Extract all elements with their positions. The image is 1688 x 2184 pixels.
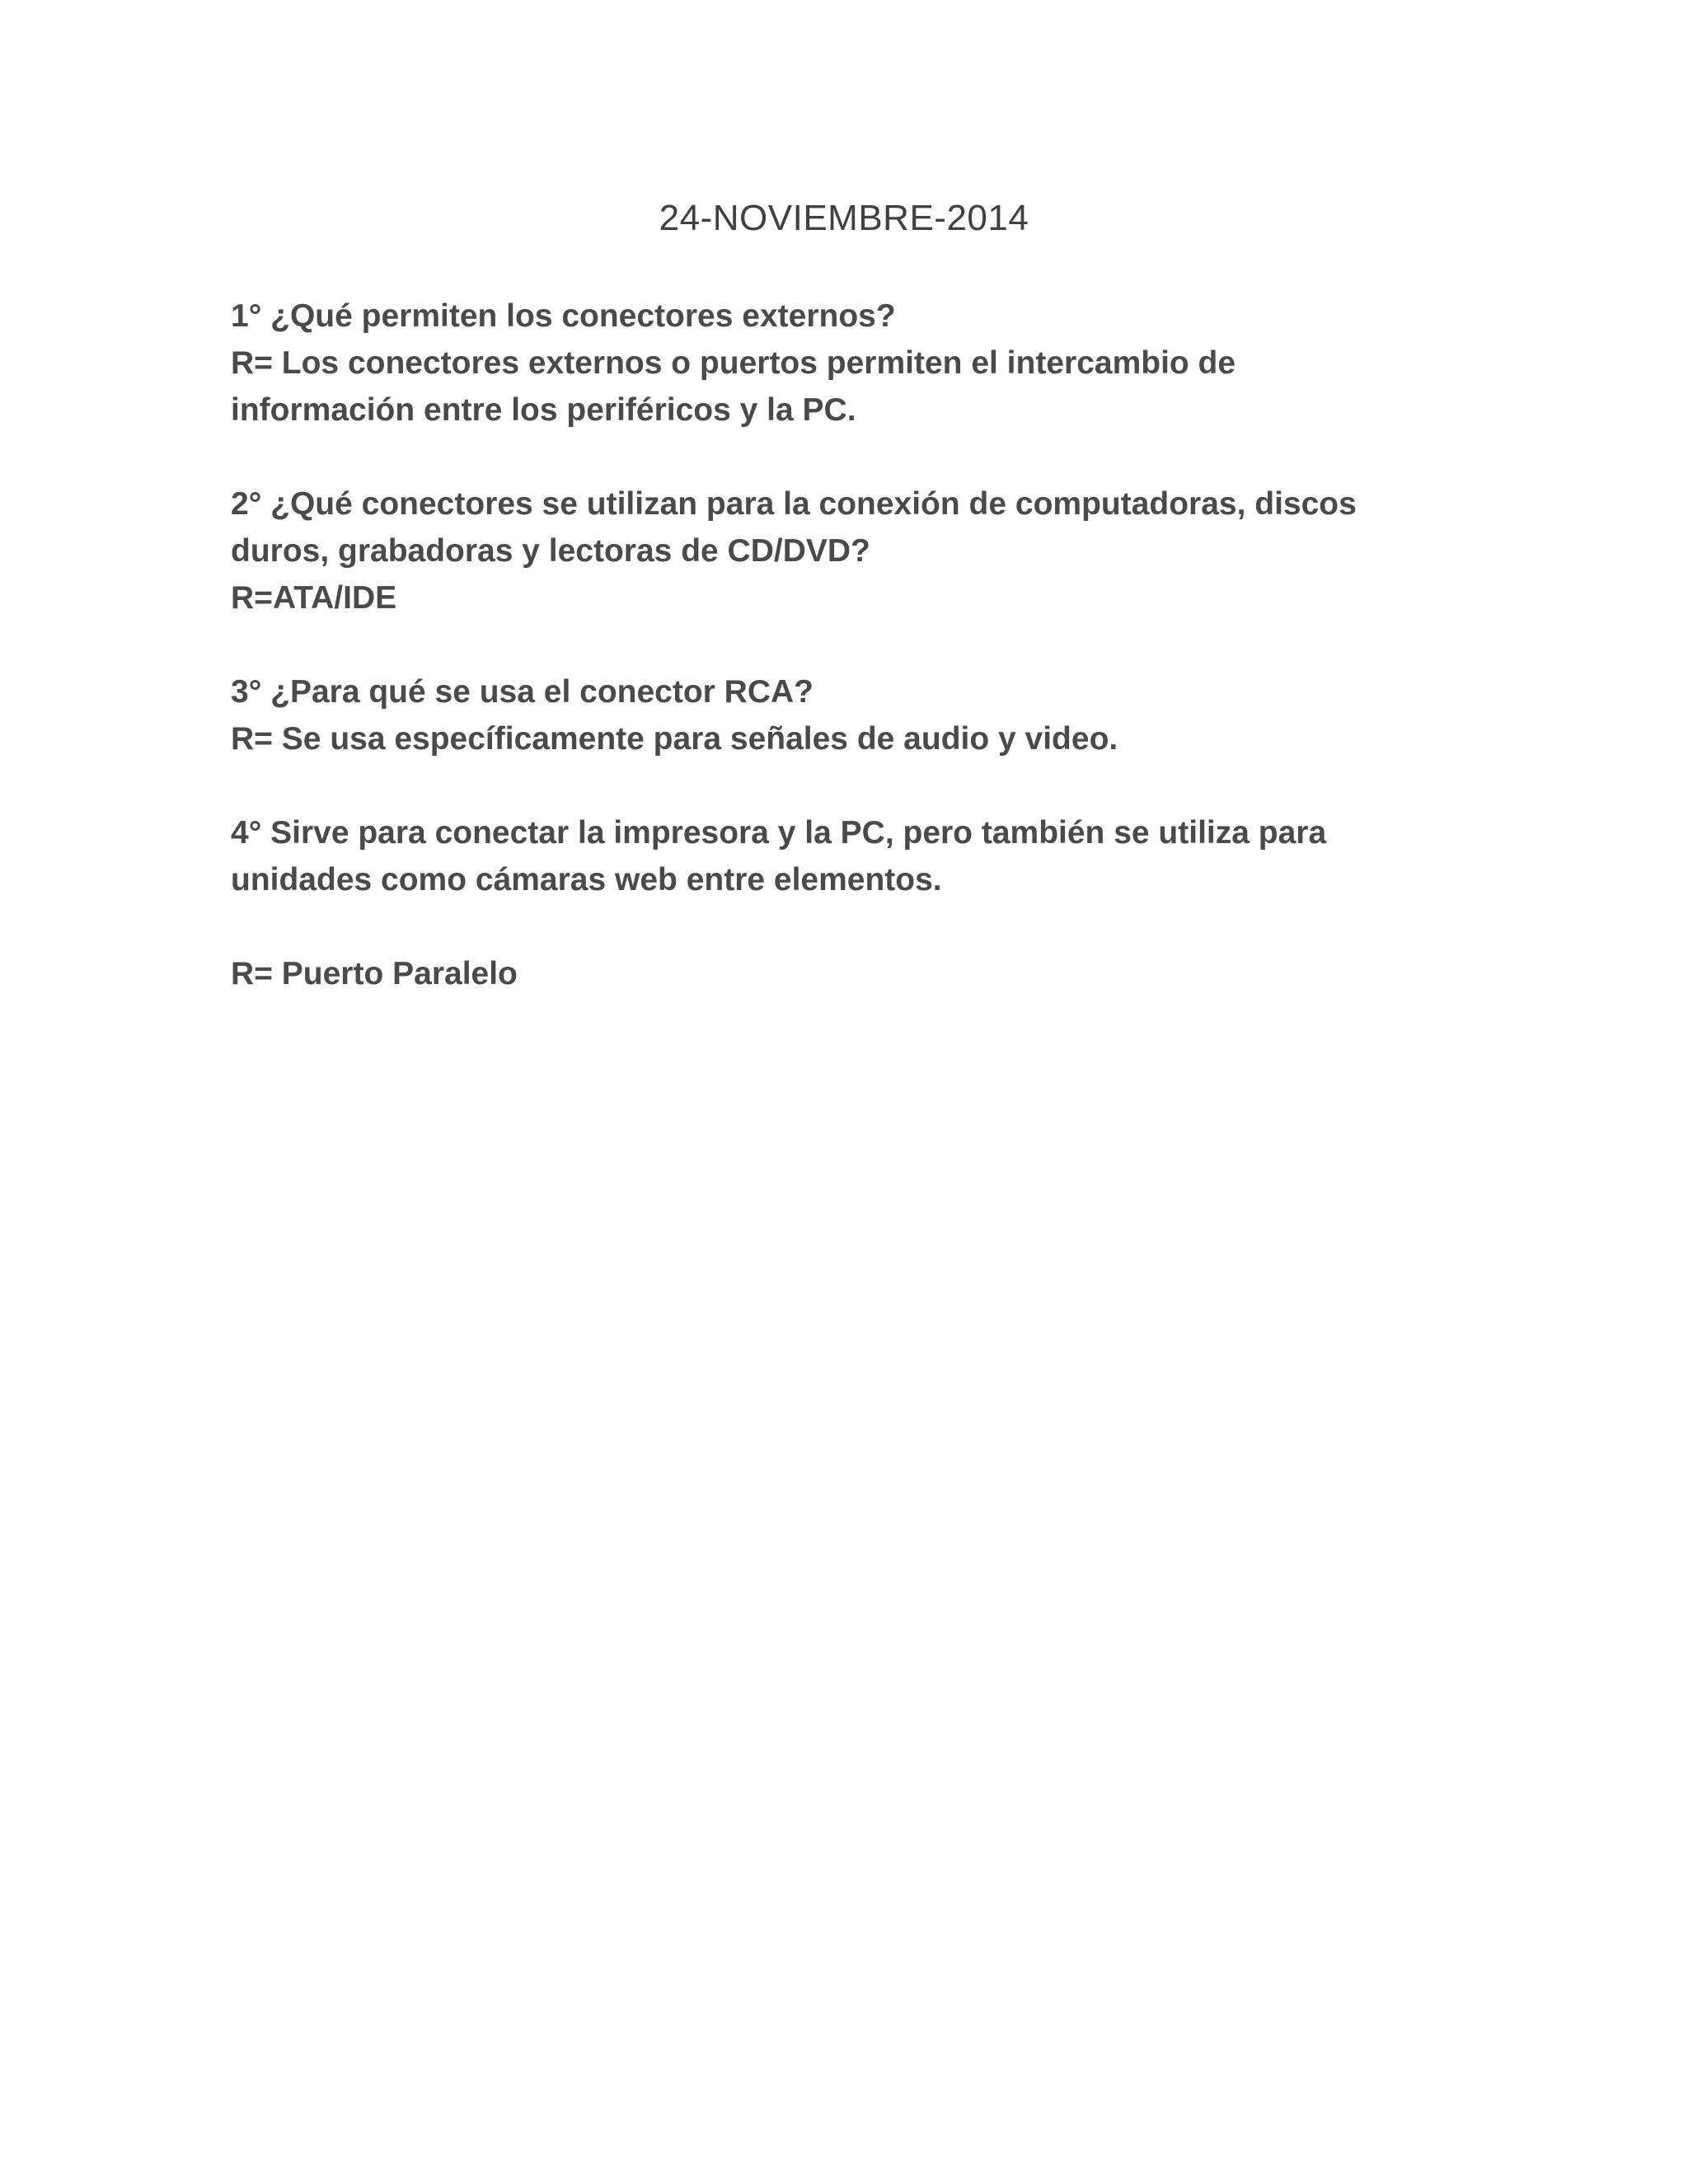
paragraph-spacer [231, 621, 1484, 668]
document-body [231, 293, 1484, 997]
question-2 [231, 480, 1484, 621]
document-date: 24-NOVIEMBRE-2014 [659, 198, 1029, 238]
question-1 [231, 293, 1484, 434]
answer-2: R=ATA/IDE [231, 580, 397, 616]
question-4-line-1: 4° Sirve para conectar la impresora y la PC, pero también se utiliza para [231, 815, 1327, 851]
answer-3: R= Se usa específicamente para señales de audio y video. [231, 721, 1118, 757]
answer-4: R= Puerto Paralelo [231, 956, 518, 991]
question-1-text: 1° ¿Qué permiten los conectores externos? [231, 298, 896, 334]
question-3-text: 3° ¿Para qué se usa el conector RCA? [231, 674, 814, 710]
question-4 [231, 809, 1484, 997]
question-2-line-1: 2° ¿Qué conectores se utilizan para la conexión de computadoras, discos [231, 486, 1357, 522]
answer-1-line-2: información entre los periféricos y la PC. [231, 392, 856, 428]
paragraph-spacer [231, 903, 1484, 950]
paragraph-spacer [231, 762, 1484, 809]
question-4-line-2: unidades como cámaras web entre elementos. [231, 862, 942, 898]
paragraph-spacer [231, 434, 1484, 480]
question-2-line-2: duros, grabadoras y lectoras de CD/DVD? [231, 533, 870, 569]
question-3 [231, 668, 1484, 762]
answer-1-line-1: R= Los conectores externos o puertos permiten el intercambio de [231, 345, 1236, 381]
